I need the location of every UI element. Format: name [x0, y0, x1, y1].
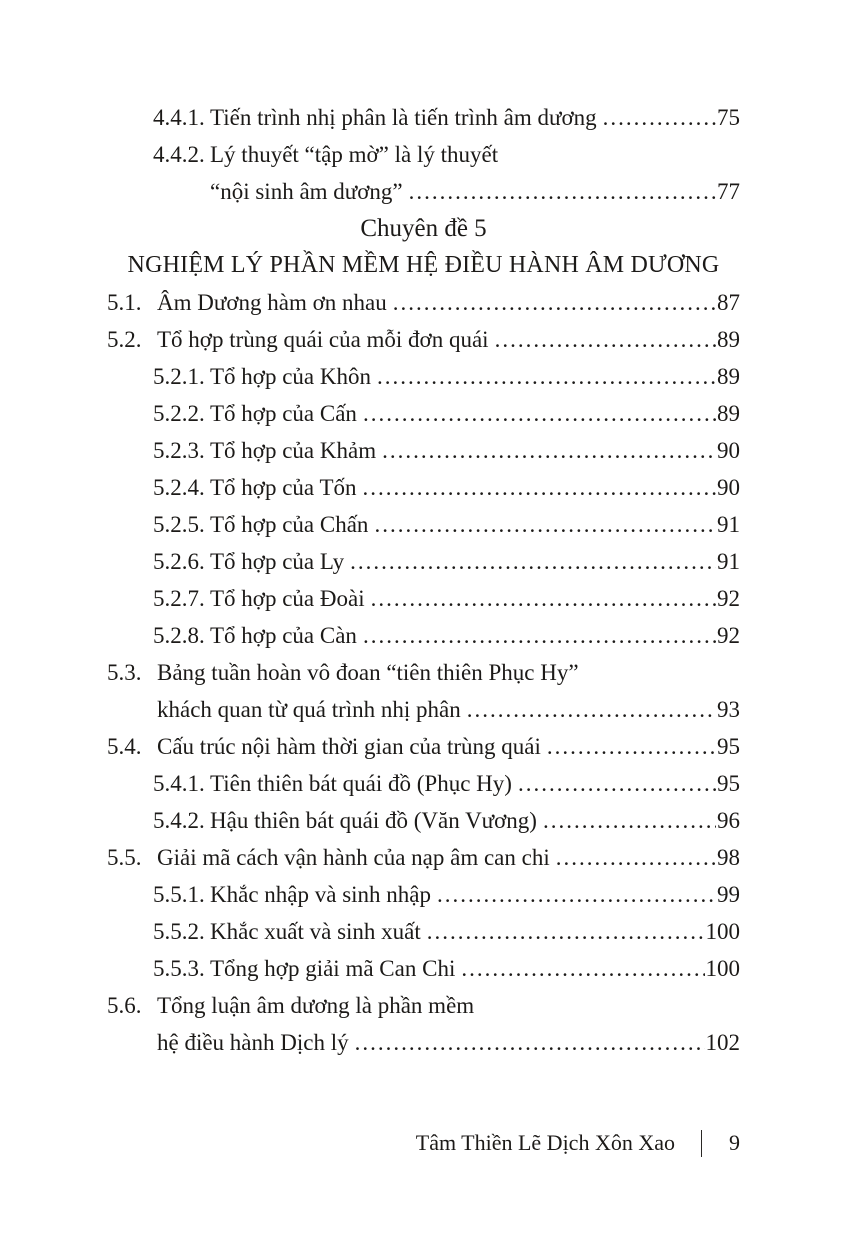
dot-leader	[357, 395, 716, 432]
toc-entry-number: 5.2.	[107, 327, 142, 352]
toc-entry-page: 89	[717, 401, 740, 426]
toc-entry-line	[210, 432, 740, 469]
toc-entry-line	[157, 654, 740, 691]
toc-entry-body	[157, 654, 740, 728]
footer-page-number: 9	[729, 1130, 740, 1155]
toc-entry-page: 92	[717, 586, 740, 611]
toc-entry-page: 99	[717, 882, 740, 907]
dot-leader	[357, 469, 716, 506]
toc-entry-body	[157, 728, 740, 765]
toc-entry-page: 90	[717, 438, 740, 463]
chapter-title: Chuyên đề 5	[360, 215, 487, 242]
toc-entry-line	[157, 728, 740, 765]
dot-leader	[421, 913, 705, 950]
dot-leader	[387, 284, 716, 321]
toc-entry-text: Khắc nhập và sinh nhập	[210, 882, 431, 907]
toc-entry-body	[210, 543, 740, 580]
toc-entry-page: 92	[717, 623, 740, 648]
toc-entry-line	[210, 913, 740, 950]
dot-leader	[357, 617, 716, 654]
toc-entry-line	[157, 987, 740, 1024]
toc-entry-line	[210, 617, 740, 654]
toc-entry-page: 100	[705, 919, 740, 944]
toc-entry	[153, 580, 740, 617]
dot-leader	[537, 802, 716, 839]
toc-entry-line	[210, 802, 740, 839]
toc-entry-page: 96	[717, 808, 740, 833]
toc-entry	[153, 543, 740, 580]
toc-entry-body	[210, 580, 740, 617]
toc-entry	[107, 987, 740, 1061]
toc-entry-line	[210, 580, 740, 617]
toc-entry-text: Hậu thiên bát quái đồ (Văn Vương)	[210, 808, 537, 833]
toc-entry	[107, 839, 740, 876]
dot-leader	[376, 432, 716, 469]
toc-entry-text: Tổ hợp của Ly	[210, 549, 345, 574]
toc-entry-line	[210, 543, 740, 580]
toc-entry	[153, 506, 740, 543]
toc-entry-line	[210, 395, 740, 432]
toc-entry-page: 91	[717, 549, 740, 574]
toc-entry-text: Tổng hợp giải mã Can Chi	[210, 956, 456, 981]
chapter-heading	[107, 210, 740, 284]
toc-entry-page: 90	[717, 475, 740, 500]
toc-entry-page: 95	[717, 771, 740, 796]
toc-entry-number: 5.2.8.	[153, 623, 205, 648]
chapter-subtitle: NGHIỆM LÝ PHẦN MỀM HỆ ĐIỀU HÀNH ÂM DƯƠNG	[127, 252, 720, 278]
toc-entry-line	[210, 950, 740, 987]
dot-leader	[550, 839, 716, 876]
toc-entry-text: Tổ hợp của Tốn	[210, 475, 357, 500]
toc-entry-body	[157, 839, 740, 876]
toc-entry-page: 89	[717, 364, 740, 389]
toc-entry	[153, 913, 740, 950]
toc-entry-text: Tổ hợp của Càn	[210, 623, 357, 648]
toc-entry	[153, 950, 740, 987]
toc-entry-text: Lý thuyết “tập mờ” là lý thuyết	[210, 142, 499, 167]
toc-entry-number: 5.5.3.	[153, 956, 205, 981]
toc-entry-body	[210, 802, 740, 839]
toc-entry-text: Âm Dương hàm ơn nhau	[157, 290, 387, 315]
toc-entry-line	[210, 469, 740, 506]
toc-entry-text: Bảng tuần hoàn vô đoan “tiên thiên Phục Hy”	[157, 660, 579, 685]
toc-entry-page: 98	[717, 845, 740, 870]
dot-leader	[403, 173, 716, 210]
toc-entry-body	[157, 284, 740, 321]
toc-entry	[107, 321, 740, 358]
toc-entry-number: 5.5.2.	[153, 919, 205, 944]
toc-entry-body	[210, 99, 740, 136]
toc-entry-page: 91	[717, 512, 740, 537]
toc-entry	[153, 395, 740, 432]
toc-entry-body	[210, 913, 740, 950]
toc-entry-body	[210, 136, 740, 210]
toc-entry-page: 87	[717, 290, 740, 315]
toc-entry-number: 5.2.2.	[153, 401, 205, 426]
toc-entry-page: 89	[717, 327, 740, 352]
toc-entry-body	[210, 506, 740, 543]
toc-entry-page: 100	[705, 956, 740, 981]
toc-entry-body	[210, 876, 740, 913]
toc-entry-body	[210, 950, 740, 987]
dot-leader	[371, 358, 716, 395]
dot-leader	[455, 950, 704, 987]
toc-entry-number: 4.4.2.	[153, 142, 205, 167]
footer-divider	[701, 1130, 702, 1157]
toc-entry-number: 5.5.	[107, 845, 142, 870]
toc-entry-line	[210, 765, 740, 802]
toc-entry-number: 5.2.5.	[153, 512, 205, 537]
toc-entry-body	[210, 358, 740, 395]
toc-entry-line	[157, 284, 740, 321]
toc-entry-number: 5.2.1.	[153, 364, 205, 389]
toc-entry-text: Tổ hợp của Khôn	[210, 364, 371, 389]
toc-entry-text: Tiên thiên bát quái đồ (Phục Hy)	[210, 771, 512, 796]
toc-entry-number: 5.4.	[107, 734, 142, 759]
toc-entry-body	[157, 987, 740, 1061]
toc-entry-line	[157, 691, 740, 728]
toc-entry	[107, 284, 740, 321]
toc-entry-page: 95	[717, 734, 740, 759]
dot-leader	[349, 1024, 705, 1061]
toc-entry-text: “nội sinh âm dương”	[210, 179, 403, 204]
toc-entry-text: Khắc xuất và sinh xuất	[210, 919, 421, 944]
dot-leader	[431, 876, 716, 913]
toc-entry-text: hệ điều hành Dịch lý	[157, 1030, 349, 1055]
toc-entry-body	[157, 321, 740, 358]
toc-entry-text: Tổ hợp của Chấn	[210, 512, 369, 537]
toc-entry-page: 77	[717, 179, 740, 204]
dot-leader	[541, 728, 716, 765]
toc-entry-line	[210, 358, 740, 395]
toc-list	[107, 99, 740, 1061]
toc-entry-number: 5.2.4.	[153, 475, 205, 500]
toc-entry-body	[210, 765, 740, 802]
dot-leader	[368, 506, 716, 543]
toc-entry	[153, 469, 740, 506]
toc-entry-page: 93	[717, 697, 740, 722]
toc-entry-number: 5.2.6.	[153, 549, 205, 574]
toc-entry-page: 75	[717, 105, 740, 130]
page-footer	[416, 1126, 740, 1160]
toc-entry-text: Tiến trình nhị phân là tiến trình âm dương	[210, 105, 597, 130]
footer-book-title: Tâm Thiền Lẽ Dịch Xôn Xao	[415, 1130, 675, 1155]
toc-entry-text: Tổ hợp của Cấn	[210, 401, 357, 426]
dot-leader	[489, 321, 716, 358]
toc-entry-line	[157, 321, 740, 358]
dot-leader	[344, 543, 716, 580]
toc-entry	[153, 876, 740, 913]
toc-entry	[153, 617, 740, 654]
toc-entry-text: Giải mã cách vận hành của nạp âm can chi	[157, 845, 550, 870]
toc-entry-number: 5.6.	[107, 993, 142, 1018]
toc-entry-text: Tổ hợp trùng quái của mỗi đơn quái	[157, 327, 489, 352]
toc-entry-number: 4.4.1.	[153, 105, 205, 130]
toc-entry-text: khách quan từ quá trình nhị phân	[157, 697, 461, 722]
toc-entry-line	[210, 99, 740, 136]
dot-leader	[461, 691, 716, 728]
toc-entry-number: 5.2.3.	[153, 438, 205, 463]
toc-entry-number: 5.5.1.	[153, 882, 205, 907]
toc-entry-body	[210, 395, 740, 432]
toc-entry-line	[157, 839, 740, 876]
toc-entry	[153, 358, 740, 395]
toc-entry	[153, 99, 740, 136]
toc-entry-text: Cấu trúc nội hàm thời gian của trùng quái	[157, 734, 541, 759]
toc-entry-line	[210, 173, 740, 210]
toc-entry-number: 5.4.2.	[153, 808, 205, 833]
toc-entry-body	[210, 469, 740, 506]
toc-entry	[107, 728, 740, 765]
toc-entry	[153, 802, 740, 839]
toc-entry-line	[157, 1024, 740, 1061]
toc-entry-body	[210, 617, 740, 654]
toc-entry-text: Tổ hợp của Khảm	[210, 438, 377, 463]
toc-entry-text: Tổng luận âm dương là phần mềm	[157, 993, 475, 1018]
toc-entry-line	[210, 876, 740, 913]
dot-leader	[512, 765, 716, 802]
toc-entry-number: 5.3.	[107, 660, 142, 685]
toc-entry	[107, 654, 740, 728]
toc-entry-page: 102	[705, 1030, 740, 1055]
toc-entry-line	[210, 506, 740, 543]
dot-leader	[597, 99, 716, 136]
dot-leader	[365, 580, 716, 617]
toc-entry-body	[210, 432, 740, 469]
toc-entry	[153, 432, 740, 469]
toc-entry-number: 5.1.	[107, 290, 142, 315]
toc-entry-number: 5.4.1.	[153, 771, 205, 796]
toc-entry	[153, 136, 740, 210]
toc-entry	[153, 765, 740, 802]
toc-entry-line	[210, 136, 740, 173]
toc-entry-number: 5.2.7.	[153, 586, 205, 611]
toc-entry-text: Tổ hợp của Đoài	[210, 586, 365, 611]
